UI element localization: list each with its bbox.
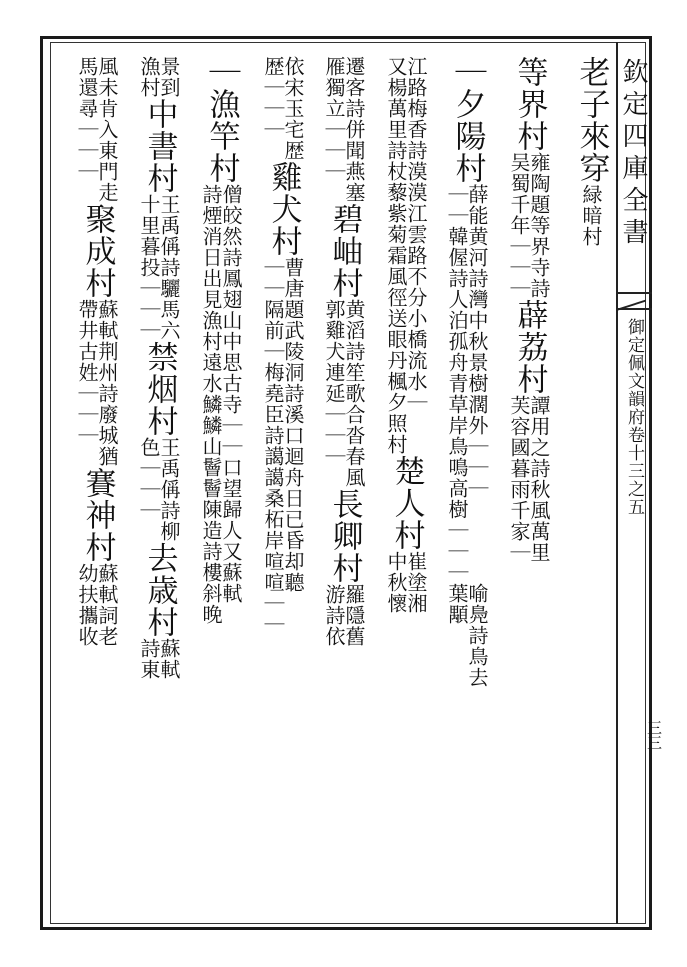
annotation-right: 緑暗村 [579,184,603,247]
annotation-pair [386,551,426,614]
annotation-left: 漁村 [137,56,161,98]
banner-title: 欽定四庫全書 [618,58,648,250]
annotation-right: 曹唐題武陵洞詩溪口迴舟日已昏却聽 [281,257,305,593]
annotation-right: 崔塗湘 [404,551,428,614]
headword: 老子來穿 [573,56,610,184]
annotation-right: 江路梅香詩漠漠江雲路不分小橋流水｜ [404,56,428,413]
text-column [319,56,369,916]
annotation-pair [263,257,303,635]
annotation-pair [77,563,117,647]
annotation-left: 幼扶攜收 [75,563,99,647]
annotation-left: 葉顒 [445,583,469,625]
annotation-left: 又楊萬里詩杖藜紫菊霜風徑送眼丹楓夕照村 [384,56,408,455]
annotation-pair [201,184,241,625]
annotation-pair [139,437,179,542]
annotation-pair [447,184,487,583]
annotation-left: 郭雞犬連延｜｜｜ [322,299,346,467]
headword: 聚成村 [79,203,116,299]
annotation-pair [139,56,179,98]
annotation-left: 詩煙消日出見漁村遠水鱗鱗山鬙鬙陳造詩樓斜晚 [199,184,223,625]
headword: 去歳村 [141,542,178,638]
text-column [566,56,616,916]
annotation-right: 王禹偁詩柳 [157,437,181,542]
annotation-right: 黄滔詩笙歌合沓春風 [342,299,366,488]
annotation-left: ｜｜韓偓詩人泊孤舟青草岸鳥鳴高樹｜｜｜ [445,184,469,583]
annotation-left: 帶井古姓｜｜｜ [75,299,99,446]
annotation-left: 馬還尋｜｜｜ [75,56,99,182]
annotation-left: 游詩依 [322,584,346,647]
annotation-pair [77,299,117,467]
annotation-pair [509,395,549,563]
headword: 禁烟村 [141,341,178,437]
banner-subtitle: 御定佩文韻府卷十三之五 [624,318,644,516]
annotation-left: 十里暮投｜｜｜ [137,194,161,341]
headword: 中書村 [141,98,178,194]
annotation-right: 王禹偁詩驪馬六 [157,194,181,341]
annotation-pair [386,56,426,455]
headword: 薜荔村 [511,299,548,395]
annotation-right: 遷客詩併聞燕塞 [342,56,366,203]
text-column [504,56,554,916]
annotation-pair [447,583,487,688]
text-column [196,56,246,916]
annotation-pair [139,194,179,341]
annotation-pair [324,299,364,488]
annotation-right: 僧皎然詩鳳翅山中思古寺｜｜口望歸人又蘇軾 [219,184,243,604]
annotation-left: 色｜｜｜ [137,437,161,521]
annotation-left: 詩東 [137,638,161,680]
annotation-left: 中秋懷 [384,551,408,614]
annotation-pair [139,638,179,680]
headword: 等界村 [511,56,548,152]
annotation-pair [263,56,303,161]
headword: 楚人村 [388,455,425,551]
fishtail-mark [616,292,652,310]
text-column [442,56,492,916]
annotation-right: 羅隱舊 [342,584,366,647]
annotation-right: 雍陶題等界寺詩 [527,152,551,299]
headword: ｜夕陽村 [449,56,486,184]
annotation-right: 景到 [157,56,181,98]
annotation-right: 喻鳧詩鳥去 [465,583,489,688]
annotation-right: 蘇軾 [157,638,181,680]
annotation-pair [324,584,364,647]
annotation-left: 雁獨立｜｜｜ [322,56,346,182]
annotation-pair [324,56,364,203]
text-column [381,56,431,916]
headword: 雞犬村 [265,161,302,257]
annotation-left: 歴｜｜｜ [261,56,285,140]
annotation-pair [509,152,549,299]
headword: 長卿村 [326,488,363,584]
annotation-pair [77,56,117,203]
annotation-left: 芙容國暮雨千家｜ [507,395,531,563]
text-column [134,56,184,916]
annotation-right: 蘇軾荆州詩廢城猶 [95,299,119,467]
text-column [258,56,308,916]
text-column [72,56,122,916]
annotation-right: 譚用之詩秋風萬里 [527,395,551,563]
folio-number: 三三 [645,720,663,750]
annotation-right: 薛能黄河詩灣中秋景樹濶外｜｜｜ [465,184,489,499]
annotation-right: 蘇軾詞老 [95,563,119,647]
annotation-pair [581,184,601,247]
annotation-left: ｜｜隔前｜梅堯臣詩譪譪桑柘岸喧喧｜｜ [261,257,285,635]
headword: 碧岫村 [326,203,363,299]
annotation-right: 依宋玉宅歴 [281,56,305,161]
annotation-right: 風未肯入東門走 [95,56,119,203]
headword: ｜漁竿村 [203,56,240,184]
annotation-left: 吴蜀千年｜｜｜ [507,152,531,299]
headword: 賽神村 [79,467,116,563]
